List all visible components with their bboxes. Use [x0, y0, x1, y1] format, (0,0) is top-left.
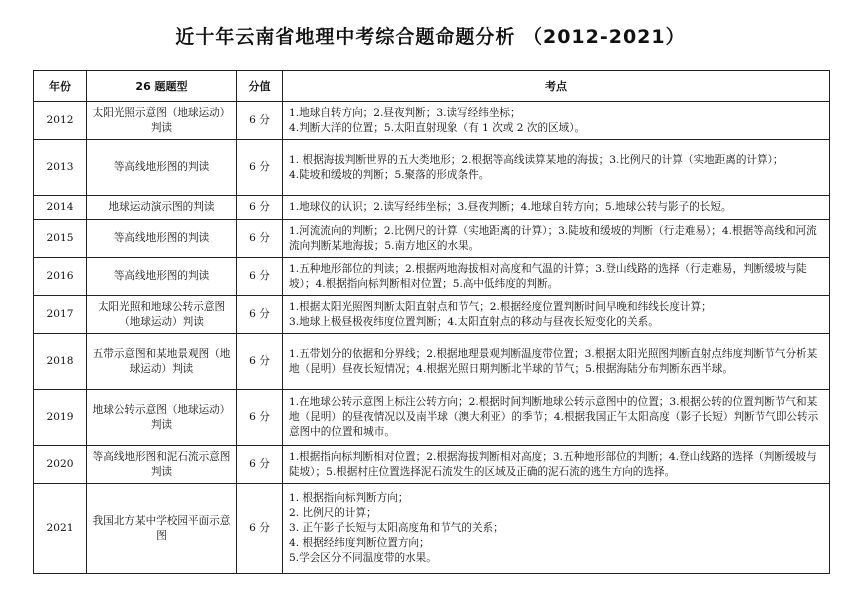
exam-point-text: 1.根据指向标判断相对位置；2.根据海拔判断相对高度；3.五种地形部位的判断；4.登山线路的选择（判断缓坡与陡坡）；5.根据村庄位置选择泥石流发生的区域及正确的泥石流的逃生方向的选择。	[289, 450, 817, 478]
exam-point-text: 1. 根据海拔判断世界的五大类地形；2.根据等高线读算某地的海拔；3.比例尺的计算（实地距离的计算）；	[289, 153, 784, 166]
year-cell: 2015	[34, 220, 87, 258]
exam-point-text: 1.五带划分的依据和分界线；2.根据地理景观判断温度带位置；3.根据太阳光照图判断直射点纬度判断节气分析某地（昆明）昼夜长短情况；4.根据光照日期判断北半球的节气；5.根据海陆分布判断东西半球。	[289, 347, 818, 375]
exam-points-cell	[283, 196, 830, 220]
exam-point-text: 4.判断大洋的位置；5.太阳直射现象（有 1 次或 2 次的区域）。	[289, 121, 586, 134]
year-cell: 2021	[34, 484, 87, 574]
exam-point-text: 1.地球自转方向；2.昼夜判断；3.读写经纬坐标；	[289, 106, 521, 119]
question-type-cell: 太阳光照示意图（地球运动）判读	[87, 102, 237, 140]
question-type-cell: 等高线地形图的判读	[87, 220, 237, 258]
exam-points-cell	[283, 390, 830, 446]
question-type-cell: 等高线地形图和泥石流示意图判读	[87, 446, 237, 484]
exam-point-text: 3.地球上极昼极夜纬度位置判断；4.太阳直射点的移动与昼夜长短变化的关系。	[289, 315, 659, 328]
exam-points-cell	[283, 334, 830, 390]
table-row	[34, 446, 830, 484]
table-row	[34, 220, 830, 258]
score-cell: 6 分	[237, 296, 283, 334]
header-year: 年份	[34, 71, 87, 102]
table-row	[34, 140, 830, 196]
question-type-cell: 地球公转示意图（地球运动）判读	[87, 390, 237, 446]
question-type-cell: 地球运动演示图的判读	[87, 196, 237, 220]
table-row	[34, 258, 830, 296]
header-question-type: 26 题题型	[87, 71, 237, 102]
exam-points-cell	[283, 220, 830, 258]
exam-point-text: 5.学会区分不同温度带的水果。	[289, 552, 437, 564]
exam-point-text: 1.河流流向的判断；2.比例尺的计算（实地距离的计算）；3.陡坡和缓坡的判断（行走难易）；4.根据等高线和河流流向判断某地海拔；5.南方地区的水果。	[289, 224, 817, 252]
header-score: 分值	[237, 71, 283, 102]
year-cell: 2016	[34, 258, 87, 296]
score-cell: 6 分	[237, 390, 283, 446]
year-cell: 2012	[34, 102, 87, 140]
exam-point-text: 4. 根据经纬度判断位置方向；	[289, 537, 430, 549]
exam-point-text: 1.地球仪的认识；2.读写经纬坐标；3.昼夜判断；4.地球自转方向；5.地球公转与影子的长短。	[289, 201, 732, 213]
exam-point-text: 1.根据太阳光照图判断太阳直射点和节气；2.根据经度位置判断时间早晚和纬线长度计算；	[289, 300, 712, 313]
score-cell: 6 分	[237, 102, 283, 140]
table-row	[34, 334, 830, 390]
exam-point-text: 1.在地球公转示意图上标注公转方向；2.根据时间判断地球公转示意图中的位置；3.根据公转的位置判断节气和某地（昆明）的昼夜情况以及南半球（澳大利亚）的季节；4.根据我国正午太阳高度（影子长短）判断节气即公转示意图中的位置和城市。	[289, 396, 819, 438]
exam-points-cell	[283, 296, 830, 334]
year-cell: 2020	[34, 446, 87, 484]
exam-point-text: 2. 比例尺的计算；	[289, 507, 377, 519]
exam-point-text: 4.陡坡和缓坡的判断；5.聚落的形成条件。	[289, 168, 490, 181]
exam-points-cell	[283, 258, 830, 296]
exam-analysis-table	[33, 70, 830, 574]
table-row	[34, 484, 830, 574]
exam-point-text: 3. 正午影子长短与太阳高度角和节气的关系；	[289, 522, 504, 534]
table-row	[34, 296, 830, 334]
question-type-cell: 五带示意图和某地景观图（地球运动）判读	[87, 334, 237, 390]
table-row	[34, 196, 830, 220]
exam-points-cell	[283, 446, 830, 484]
score-cell: 6 分	[237, 220, 283, 258]
year-cell: 2017	[34, 296, 87, 334]
exam-points-cell	[283, 140, 830, 196]
score-cell: 6 分	[237, 196, 283, 220]
year-cell: 2014	[34, 196, 87, 220]
year-cell: 2019	[34, 390, 87, 446]
score-cell: 6 分	[237, 258, 283, 296]
table-body	[34, 102, 830, 574]
question-type-cell: 等高线地形图的判读	[87, 258, 237, 296]
page-title: 近十年云南省地理中考综合题命题分析 （2012-2021）	[175, 26, 686, 48]
year-cell: 2013	[34, 140, 87, 196]
exam-point-text: 1.五种地形部位的判读；2.根据两地海拔相对高度和气温的计算；3.登山线路的选择（行走难易，判断缓坡与陡坡）；4.根据指向标判断相对位置；5.高中低纬度的判断。	[289, 262, 807, 290]
question-type-cell: 等高线地形图的判读	[87, 140, 237, 196]
exam-points-cell	[283, 102, 830, 140]
question-type-cell: 我国北方某中学校园平面示意图	[87, 484, 237, 574]
score-cell: 6 分	[237, 484, 283, 574]
header-exam-points: 考点	[283, 71, 830, 102]
question-type-cell: 太阳光照和地球公转示意图（地球运动）判读	[87, 296, 237, 334]
score-cell: 6 分	[237, 334, 283, 390]
exam-points-cell	[283, 484, 830, 574]
table-row	[34, 390, 830, 446]
exam-point-text: 1. 根据指向标判断方向；	[289, 492, 409, 504]
year-cell: 2018	[34, 334, 87, 390]
score-cell: 6 分	[237, 446, 283, 484]
score-cell: 6 分	[237, 140, 283, 196]
table-row	[34, 102, 830, 140]
table-header-row	[34, 71, 830, 102]
